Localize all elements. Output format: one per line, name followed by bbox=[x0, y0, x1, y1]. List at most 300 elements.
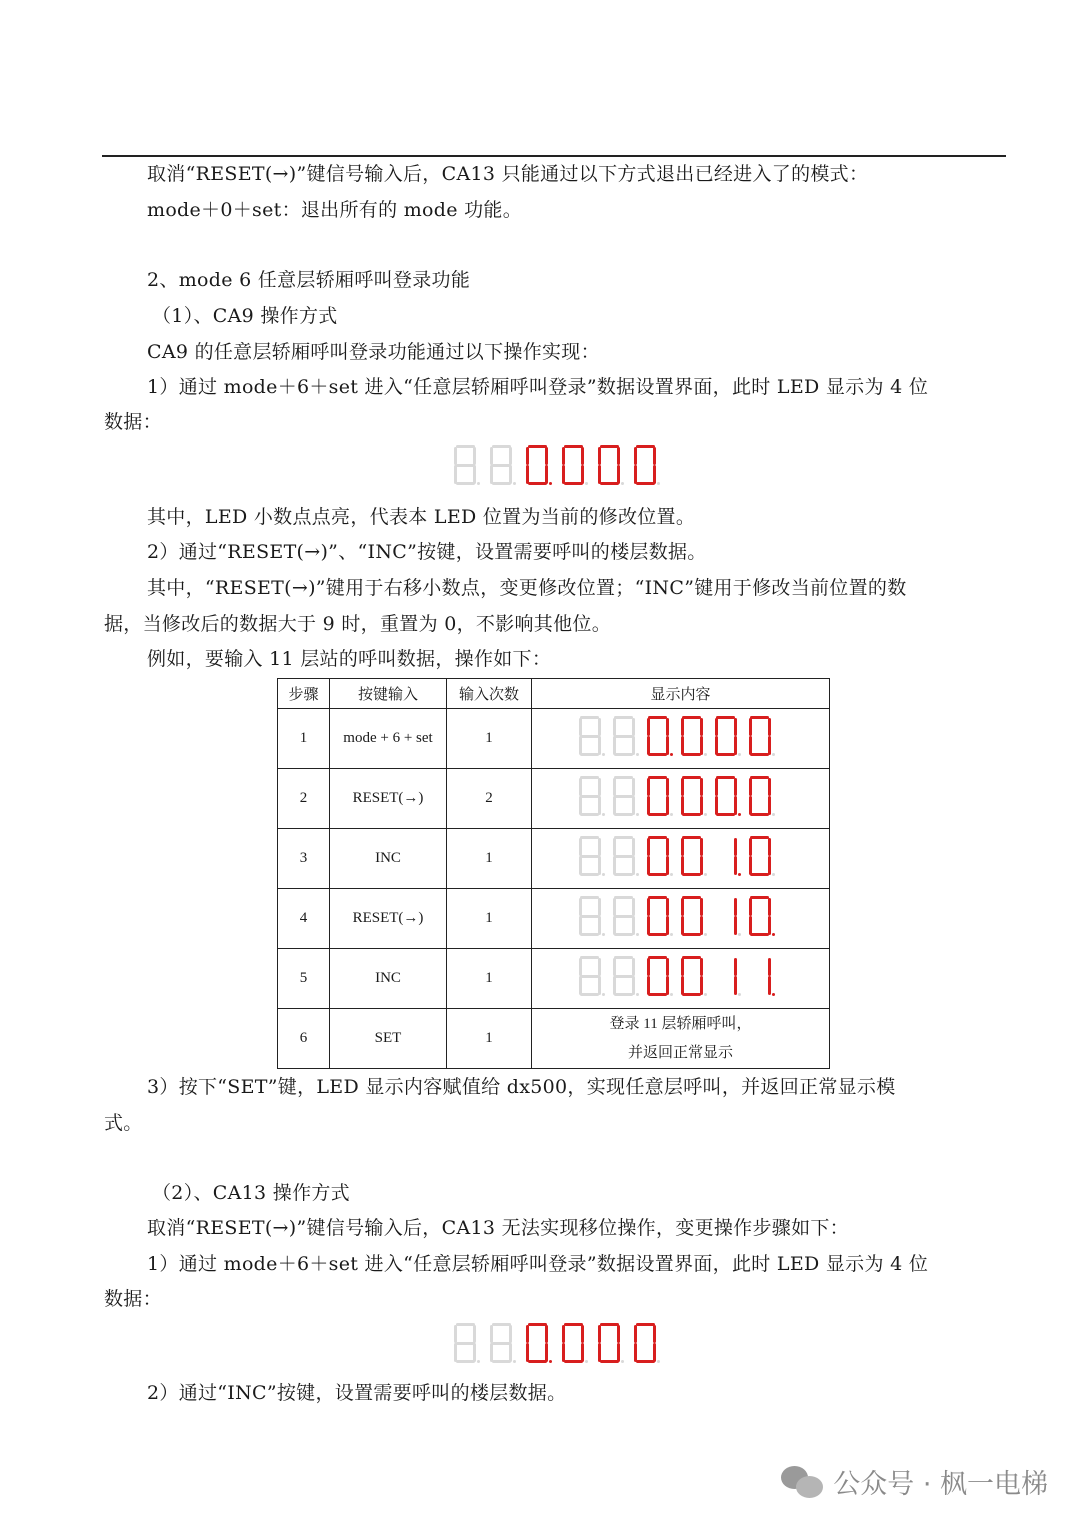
led-digit bbox=[454, 1323, 476, 1363]
led-digit bbox=[490, 445, 512, 485]
led-segment bbox=[617, 1343, 620, 1362]
led-decimal-point bbox=[772, 873, 775, 876]
led-segment bbox=[492, 1323, 511, 1326]
led-segment bbox=[613, 916, 616, 935]
led-segment bbox=[647, 916, 650, 935]
led-digit bbox=[749, 836, 771, 876]
led-segment bbox=[700, 958, 703, 977]
led-digit bbox=[562, 1323, 584, 1363]
led-segment bbox=[598, 958, 601, 977]
led-segment bbox=[580, 896, 599, 899]
cell-display-text bbox=[532, 1009, 830, 1069]
led-segment bbox=[564, 1323, 583, 1326]
led-segment bbox=[598, 778, 601, 797]
led-segment bbox=[490, 465, 493, 484]
led-digit bbox=[613, 716, 635, 756]
led-segment bbox=[614, 993, 633, 996]
led-decimal-point bbox=[636, 933, 639, 936]
led-digit bbox=[526, 445, 548, 485]
led-digit bbox=[613, 896, 635, 936]
led-segment bbox=[614, 873, 633, 876]
led-segment bbox=[768, 916, 771, 935]
led-segment bbox=[579, 736, 582, 755]
led-digit bbox=[579, 716, 601, 756]
led-digit bbox=[681, 896, 703, 936]
led-segment bbox=[734, 898, 737, 917]
cell-key: INC bbox=[330, 949, 447, 1009]
led-segment bbox=[749, 796, 752, 815]
led-segment bbox=[580, 975, 599, 978]
led-segment bbox=[666, 718, 669, 737]
led-segment bbox=[614, 753, 633, 756]
led-segment bbox=[579, 796, 582, 815]
led-segment bbox=[682, 716, 701, 719]
led-segment bbox=[600, 445, 619, 448]
led-segment bbox=[734, 796, 737, 815]
led-segment bbox=[614, 836, 633, 839]
led-segment bbox=[614, 776, 633, 779]
led-segment bbox=[666, 958, 669, 977]
led-digit bbox=[598, 1323, 620, 1363]
led-segment bbox=[492, 445, 511, 448]
led-segment bbox=[545, 1325, 548, 1344]
led-segment bbox=[598, 796, 601, 815]
paragraph-line: 式。 bbox=[104, 1112, 143, 1134]
led-segment bbox=[614, 956, 633, 959]
header-rule bbox=[102, 155, 1006, 157]
cell-step: 3 bbox=[278, 829, 330, 889]
led-digit bbox=[681, 776, 703, 816]
led-segment bbox=[682, 813, 701, 816]
led-segment bbox=[681, 976, 684, 995]
led-segment bbox=[682, 896, 701, 899]
led-segment bbox=[528, 1323, 547, 1326]
led-digit bbox=[647, 896, 669, 936]
led-segment bbox=[564, 482, 583, 485]
led-segment bbox=[734, 718, 737, 737]
led-segment bbox=[768, 958, 771, 977]
paragraph-line: mode＋0＋set：退出所有的 mode 功能。 bbox=[147, 199, 523, 221]
led-segment bbox=[579, 898, 582, 917]
led-segment bbox=[634, 1325, 637, 1344]
led-segment bbox=[681, 856, 684, 875]
led-segment bbox=[456, 464, 475, 467]
led-decimal-point bbox=[738, 813, 741, 816]
led-segment bbox=[632, 916, 635, 935]
cell-key: RESET(→) bbox=[330, 769, 447, 829]
led-segment bbox=[598, 1343, 601, 1362]
led-segment bbox=[647, 976, 650, 995]
led-decimal-point bbox=[738, 993, 741, 996]
led-segment bbox=[600, 482, 619, 485]
header-step: 步骤 bbox=[278, 679, 330, 709]
led-segment bbox=[526, 465, 529, 484]
led-segment bbox=[632, 838, 635, 857]
led-segment bbox=[617, 447, 620, 466]
led-digit bbox=[715, 956, 737, 996]
led-segment bbox=[653, 447, 656, 466]
cell-count: 1 bbox=[447, 1009, 532, 1069]
led-segment bbox=[682, 836, 701, 839]
led-segment bbox=[681, 958, 684, 977]
led-segment bbox=[614, 896, 633, 899]
led-digit bbox=[562, 445, 584, 485]
paragraph-line: 数据： bbox=[104, 1288, 162, 1310]
led-segment bbox=[490, 1325, 493, 1344]
led-segment bbox=[580, 933, 599, 936]
led-segment bbox=[648, 753, 667, 756]
led-segment bbox=[700, 838, 703, 857]
led-segment bbox=[647, 856, 650, 875]
led-segment bbox=[700, 898, 703, 917]
led-segment bbox=[647, 778, 650, 797]
led-segment bbox=[598, 976, 601, 995]
led-segment bbox=[492, 482, 511, 485]
led-segment bbox=[768, 796, 771, 815]
led-segment bbox=[768, 838, 771, 857]
led-segment bbox=[647, 898, 650, 917]
led-segment bbox=[715, 736, 718, 755]
led-segment bbox=[749, 916, 752, 935]
led-decimal-point bbox=[657, 1360, 660, 1363]
led-digit bbox=[681, 956, 703, 996]
led-segment bbox=[734, 838, 737, 857]
led-digit bbox=[613, 776, 635, 816]
led-decimal-point bbox=[670, 813, 673, 816]
led-segment bbox=[456, 1342, 475, 1345]
led-decimal-point bbox=[704, 993, 707, 996]
paragraph-line: CA9 的任意层轿厢呼叫登录功能通过以下操作实现： bbox=[147, 341, 600, 363]
led-segment bbox=[716, 753, 735, 756]
led-digit bbox=[681, 716, 703, 756]
led-digit bbox=[647, 776, 669, 816]
led-digit bbox=[598, 445, 620, 485]
led-segment bbox=[613, 856, 616, 875]
led-segment bbox=[734, 916, 737, 935]
led-digit bbox=[579, 896, 601, 936]
cell-step: 5 bbox=[278, 949, 330, 1009]
led-segment bbox=[666, 898, 669, 917]
led-segment bbox=[613, 718, 616, 737]
led-decimal-point bbox=[704, 813, 707, 816]
led-segment bbox=[734, 958, 737, 977]
led-segment bbox=[613, 838, 616, 857]
led-decimal-point bbox=[772, 813, 775, 816]
led-decimal-point bbox=[738, 933, 741, 936]
led-decimal-point bbox=[704, 873, 707, 876]
led-segment bbox=[681, 838, 684, 857]
paragraph-line: 取消“RESET(→)”键信号输入后，CA13 无法实现移位操作，变更操作步骤如下： bbox=[147, 1217, 849, 1239]
led-decimal-point bbox=[585, 482, 588, 485]
led-segment bbox=[750, 873, 769, 876]
led-segment bbox=[454, 447, 457, 466]
led-decimal-point bbox=[657, 482, 660, 485]
led-segment bbox=[490, 447, 493, 466]
led-decimal-point bbox=[621, 1360, 624, 1363]
led-segment bbox=[614, 735, 633, 738]
led-segment bbox=[545, 465, 548, 484]
led-decimal-point bbox=[670, 993, 673, 996]
led-decimal-point bbox=[602, 933, 605, 936]
led-decimal-point bbox=[513, 1360, 516, 1363]
led-segment bbox=[768, 778, 771, 797]
led-segment bbox=[681, 796, 684, 815]
led-segment bbox=[456, 1323, 475, 1326]
led-display-bottom bbox=[454, 1323, 670, 1363]
led-segment bbox=[579, 778, 582, 797]
led-decimal-point bbox=[636, 813, 639, 816]
led-segment bbox=[579, 958, 582, 977]
led-segment bbox=[750, 716, 769, 719]
led-digit bbox=[715, 776, 737, 816]
led-segment bbox=[634, 1343, 637, 1362]
led-segment bbox=[666, 838, 669, 857]
led-segment bbox=[581, 1325, 584, 1344]
led-segment bbox=[768, 718, 771, 737]
led-display bbox=[579, 716, 783, 756]
led-segment bbox=[681, 778, 684, 797]
subsection-heading: （2）、CA13 操作方式 bbox=[152, 1182, 350, 1204]
led-segment bbox=[715, 796, 718, 815]
led-segment bbox=[473, 447, 476, 466]
led-segment bbox=[636, 1323, 655, 1326]
led-display-top bbox=[454, 445, 670, 485]
led-segment bbox=[617, 1325, 620, 1344]
led-segment bbox=[681, 736, 684, 755]
led-decimal-point bbox=[670, 753, 673, 756]
led-segment bbox=[492, 464, 511, 467]
led-segment bbox=[653, 1325, 656, 1344]
led-segment bbox=[632, 736, 635, 755]
led-segment bbox=[509, 465, 512, 484]
cell-step: 2 bbox=[278, 769, 330, 829]
led-digit bbox=[526, 1323, 548, 1363]
led-segment bbox=[636, 482, 655, 485]
led-digit bbox=[579, 776, 601, 816]
watermark bbox=[781, 1462, 1048, 1501]
cell-display bbox=[532, 949, 830, 1009]
led-segment bbox=[750, 933, 769, 936]
led-segment bbox=[666, 916, 669, 935]
led-segment bbox=[750, 836, 769, 839]
led-segment bbox=[648, 716, 667, 719]
cell-step: 6 bbox=[278, 1009, 330, 1069]
led-digit bbox=[454, 445, 476, 485]
led-segment bbox=[734, 736, 737, 755]
table-row bbox=[278, 949, 830, 1009]
led-segment bbox=[700, 856, 703, 875]
led-segment bbox=[598, 898, 601, 917]
led-segment bbox=[509, 447, 512, 466]
display-text-line: 并返回正常显示 bbox=[627, 1044, 733, 1061]
cell-display bbox=[532, 709, 830, 769]
led-segment bbox=[528, 482, 547, 485]
led-segment bbox=[632, 976, 635, 995]
paragraph-line: 2）通过“INC”按键，设置需要呼叫的楼层数据。 bbox=[147, 1382, 567, 1404]
header-key: 按键输入 bbox=[330, 679, 447, 709]
led-segment bbox=[600, 1360, 619, 1363]
led-segment bbox=[700, 976, 703, 995]
paragraph-line: 1）通过 mode＋6＋set 进入“任意层轿厢呼叫登录”数据设置界面，此时 LED 显示为 4 位 bbox=[147, 1253, 929, 1275]
led-segment bbox=[562, 1343, 565, 1362]
led-decimal-point bbox=[549, 1360, 552, 1363]
paragraph-line: 数据： bbox=[104, 411, 162, 433]
paragraph-line: 据，当修改后的数据大于 9 时，重置为 0，不影响其他位。 bbox=[104, 613, 611, 635]
led-decimal-point bbox=[670, 933, 673, 936]
cell-count: 1 bbox=[447, 889, 532, 949]
display-text-line: 登录 11 层轿厢呼叫， bbox=[609, 1015, 752, 1032]
led-segment bbox=[492, 1360, 511, 1363]
led-decimal-point bbox=[636, 873, 639, 876]
led-decimal-point bbox=[621, 482, 624, 485]
paragraph-line: 3）按下“SET”键，LED 显示内容赋值给 dx500，实现任意层呼叫，并返回正常显示模 bbox=[147, 1076, 896, 1098]
led-segment bbox=[579, 916, 582, 935]
led-segment bbox=[700, 796, 703, 815]
led-segment bbox=[614, 795, 633, 798]
led-digit bbox=[579, 956, 601, 996]
table-header-row bbox=[278, 679, 830, 709]
led-digit bbox=[749, 716, 771, 756]
cell-step: 1 bbox=[278, 709, 330, 769]
led-segment bbox=[700, 718, 703, 737]
led-digit bbox=[579, 836, 601, 876]
cell-key: SET bbox=[330, 1009, 447, 1069]
led-segment bbox=[768, 976, 771, 995]
table-row bbox=[278, 709, 830, 769]
led-segment bbox=[632, 856, 635, 875]
cell-count: 1 bbox=[447, 709, 532, 769]
led-segment bbox=[634, 465, 637, 484]
led-decimal-point bbox=[513, 482, 516, 485]
led-segment bbox=[580, 836, 599, 839]
led-segment bbox=[579, 856, 582, 875]
led-segment bbox=[492, 1342, 511, 1345]
led-segment bbox=[580, 915, 599, 918]
led-digit bbox=[613, 956, 635, 996]
led-segment bbox=[682, 776, 701, 779]
led-segment bbox=[526, 447, 529, 466]
led-decimal-point bbox=[636, 753, 639, 756]
led-decimal-point bbox=[585, 1360, 588, 1363]
led-segment bbox=[715, 778, 718, 797]
led-decimal-point bbox=[636, 993, 639, 996]
led-segment bbox=[545, 1343, 548, 1362]
led-decimal-point bbox=[477, 1360, 480, 1363]
led-segment bbox=[528, 445, 547, 448]
led-segment bbox=[456, 1360, 475, 1363]
led-segment bbox=[598, 838, 601, 857]
led-segment bbox=[749, 718, 752, 737]
paragraph-line: 其中，“RESET(→)”键用于右移小数点，变更修改位置；“INC”键用于修改当前位置的数 bbox=[147, 577, 907, 599]
led-segment bbox=[581, 465, 584, 484]
led-segment bbox=[700, 778, 703, 797]
led-segment bbox=[580, 735, 599, 738]
led-segment bbox=[632, 778, 635, 797]
led-digit bbox=[490, 1323, 512, 1363]
led-segment bbox=[580, 873, 599, 876]
led-decimal-point bbox=[704, 753, 707, 756]
led-digit bbox=[647, 716, 669, 756]
led-segment bbox=[473, 1343, 476, 1362]
led-segment bbox=[700, 736, 703, 755]
subsection-heading: （1）、CA9 操作方式 bbox=[152, 305, 338, 327]
led-segment bbox=[768, 898, 771, 917]
led-segment bbox=[614, 915, 633, 918]
led-segment bbox=[580, 716, 599, 719]
led-segment bbox=[750, 813, 769, 816]
led-segment bbox=[613, 958, 616, 977]
led-segment bbox=[648, 933, 667, 936]
led-display bbox=[579, 776, 783, 816]
led-digit bbox=[749, 896, 771, 936]
cell-key: RESET(→) bbox=[330, 889, 447, 949]
led-decimal-point bbox=[772, 993, 775, 996]
led-segment bbox=[648, 873, 667, 876]
table-row bbox=[278, 829, 830, 889]
led-segment bbox=[716, 813, 735, 816]
led-segment bbox=[564, 445, 583, 448]
paragraph-line: 例如，要输入 11 层站的呼叫数据，操作如下： bbox=[147, 648, 552, 670]
led-segment bbox=[750, 776, 769, 779]
led-segment bbox=[614, 716, 633, 719]
led-segment bbox=[632, 958, 635, 977]
led-segment bbox=[598, 856, 601, 875]
led-segment bbox=[598, 916, 601, 935]
led-segment bbox=[648, 836, 667, 839]
led-segment bbox=[749, 736, 752, 755]
led-segment bbox=[716, 776, 735, 779]
led-segment bbox=[682, 753, 701, 756]
led-decimal-point bbox=[738, 753, 741, 756]
paragraph-line: 取消“RESET(→)”键信号输入后，CA13 只能通过以下方式退出已经进入了的模式： bbox=[147, 163, 869, 185]
led-decimal-point bbox=[738, 873, 741, 876]
led-segment bbox=[509, 1343, 512, 1362]
led-segment bbox=[580, 776, 599, 779]
led-segment bbox=[580, 795, 599, 798]
led-segment bbox=[581, 1343, 584, 1362]
led-segment bbox=[580, 813, 599, 816]
led-segment bbox=[580, 993, 599, 996]
led-decimal-point bbox=[602, 873, 605, 876]
led-segment bbox=[734, 856, 737, 875]
led-segment bbox=[614, 975, 633, 978]
led-digit bbox=[634, 445, 656, 485]
led-digit bbox=[749, 956, 771, 996]
table-row bbox=[278, 1009, 830, 1069]
table-row bbox=[278, 769, 830, 829]
led-segment bbox=[562, 447, 565, 466]
led-segment bbox=[653, 465, 656, 484]
led-segment bbox=[647, 796, 650, 815]
paragraph-line: 2）通过“RESET(→)”、“INC”按键，设置需要呼叫的楼层数据。 bbox=[147, 541, 707, 563]
led-segment bbox=[666, 856, 669, 875]
cell-key: INC bbox=[330, 829, 447, 889]
led-decimal-point bbox=[477, 482, 480, 485]
led-segment bbox=[682, 993, 701, 996]
led-segment bbox=[581, 447, 584, 466]
led-segment bbox=[598, 718, 601, 737]
led-segment bbox=[579, 838, 582, 857]
led-segment bbox=[456, 445, 475, 448]
led-decimal-point bbox=[602, 813, 605, 816]
led-digit bbox=[749, 776, 771, 816]
led-segment bbox=[598, 736, 601, 755]
led-segment bbox=[614, 933, 633, 936]
led-decimal-point bbox=[704, 933, 707, 936]
led-segment bbox=[734, 778, 737, 797]
cell-display bbox=[532, 829, 830, 889]
led-segment bbox=[528, 1360, 547, 1363]
